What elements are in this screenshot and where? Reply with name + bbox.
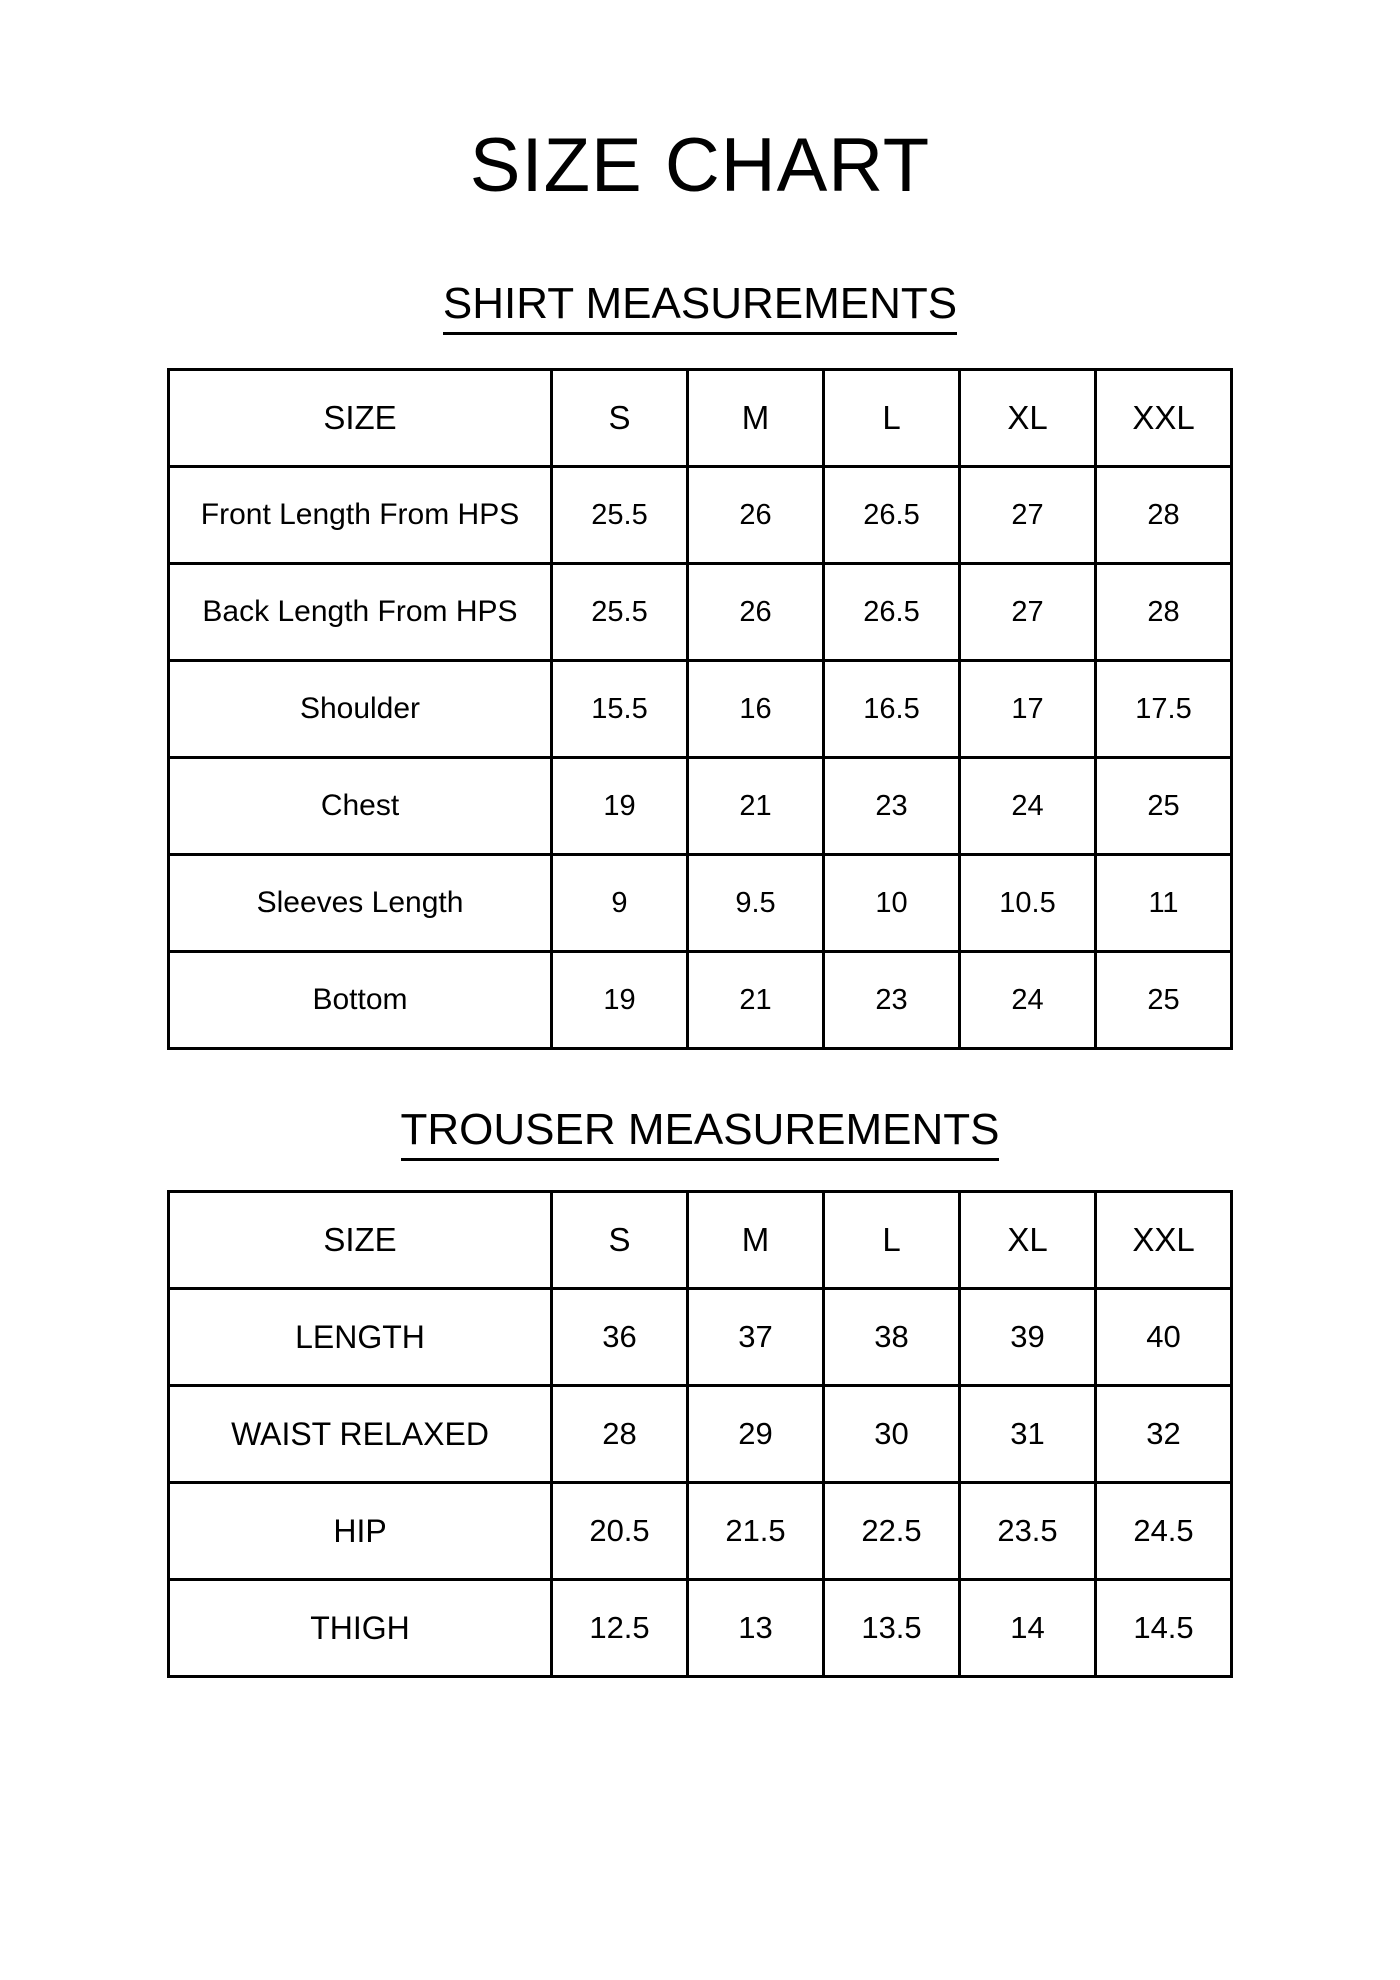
table-row (169, 661, 1232, 758)
cell-value: 17 (960, 661, 1096, 758)
cell-value: 15.5 (552, 661, 688, 758)
cell-value: 40 (1096, 1289, 1232, 1386)
cell-value: 26 (688, 564, 824, 661)
column-header-s: S (552, 370, 688, 467)
column-header-l: L (824, 370, 960, 467)
table-row (169, 758, 1232, 855)
cell-value: 13.5 (824, 1580, 960, 1677)
cell-value: 23 (824, 952, 960, 1049)
cell-value: 21 (688, 758, 824, 855)
cell-value: 23 (824, 758, 960, 855)
table-row (169, 1386, 1232, 1483)
cell-value: 19 (552, 758, 688, 855)
column-header-m: M (688, 370, 824, 467)
row-label: Sleeves Length (169, 855, 552, 952)
cell-value: 25.5 (552, 564, 688, 661)
cell-value: 38 (824, 1289, 960, 1386)
cell-value: 25 (1096, 758, 1232, 855)
cell-value: 9.5 (688, 855, 824, 952)
cell-value: 20.5 (552, 1483, 688, 1580)
table-row (169, 855, 1232, 952)
cell-value: 28 (1096, 467, 1232, 564)
cell-value: 22.5 (824, 1483, 960, 1580)
cell-value: 25 (1096, 952, 1232, 1049)
trouser-table-container (0, 1152, 1400, 1678)
shirt-measurements-table (167, 368, 1233, 1050)
cell-value: 23.5 (960, 1483, 1096, 1580)
cell-value: 9 (552, 855, 688, 952)
table-row (169, 952, 1232, 1049)
cell-value: 24.5 (1096, 1483, 1232, 1580)
cell-value: 10 (824, 855, 960, 952)
row-label: HIP (169, 1483, 552, 1580)
row-label: Shoulder (169, 661, 552, 758)
cell-value: 26 (688, 467, 824, 564)
cell-value: 28 (552, 1386, 688, 1483)
row-label: Bottom (169, 952, 552, 1049)
table-row (169, 1483, 1232, 1580)
row-label: Front Length From HPS (169, 467, 552, 564)
cell-value: 16.5 (824, 661, 960, 758)
cell-value: 31 (960, 1386, 1096, 1483)
column-header-size: SIZE (169, 1192, 552, 1289)
table-row (169, 467, 1232, 564)
row-label: THIGH (169, 1580, 552, 1677)
column-header-size: SIZE (169, 370, 552, 467)
row-label: WAIST RELAXED (169, 1386, 552, 1483)
trouser-section-heading-text: TROUSER MEASUREMENTS (401, 1105, 1000, 1161)
cell-value: 24 (960, 758, 1096, 855)
cell-value: 14 (960, 1580, 1096, 1677)
cell-value: 16 (688, 661, 824, 758)
table-header-row (169, 1192, 1232, 1289)
cell-value: 14.5 (1096, 1580, 1232, 1677)
cell-value: 26.5 (824, 564, 960, 661)
cell-value: 26.5 (824, 467, 960, 564)
row-label: LENGTH (169, 1289, 552, 1386)
cell-value: 19 (552, 952, 688, 1049)
column-header-m: M (688, 1192, 824, 1289)
table-row (169, 1580, 1232, 1677)
trouser-measurements-table (167, 1190, 1233, 1678)
cell-value: 17.5 (1096, 661, 1232, 758)
column-header-xxl: XXL (1096, 1192, 1232, 1289)
row-label: Back Length From HPS (169, 564, 552, 661)
column-header-xl: XL (960, 1192, 1096, 1289)
column-header-s: S (552, 1192, 688, 1289)
cell-value: 25.5 (552, 467, 688, 564)
shirt-section-heading-text: SHIRT MEASUREMENTS (443, 279, 957, 335)
page-title: SIZE CHART (469, 123, 931, 208)
cell-value: 29 (688, 1386, 824, 1483)
column-header-xxl: XXL (1096, 370, 1232, 467)
table-row (169, 564, 1232, 661)
cell-value: 11 (1096, 855, 1232, 952)
cell-value: 24 (960, 952, 1096, 1049)
cell-value: 27 (960, 564, 1096, 661)
cell-value: 10.5 (960, 855, 1096, 952)
cell-value: 21.5 (688, 1483, 824, 1580)
cell-value: 12.5 (552, 1580, 688, 1677)
shirt-section-heading (0, 204, 1400, 326)
cell-value: 13 (688, 1580, 824, 1677)
cell-value: 37 (688, 1289, 824, 1386)
cell-value: 27 (960, 467, 1096, 564)
table-row (169, 1289, 1232, 1386)
cell-value: 39 (960, 1289, 1096, 1386)
cell-value: 30 (824, 1386, 960, 1483)
trouser-section-heading (0, 1050, 1400, 1152)
cell-value: 28 (1096, 564, 1232, 661)
row-label: Chest (169, 758, 552, 855)
shirt-table-container (0, 326, 1400, 1050)
cell-value: 36 (552, 1289, 688, 1386)
column-header-xl: XL (960, 370, 1096, 467)
cell-value: 21 (688, 952, 824, 1049)
cell-value: 32 (1096, 1386, 1232, 1483)
column-header-l: L (824, 1192, 960, 1289)
table-header-row (169, 370, 1232, 467)
